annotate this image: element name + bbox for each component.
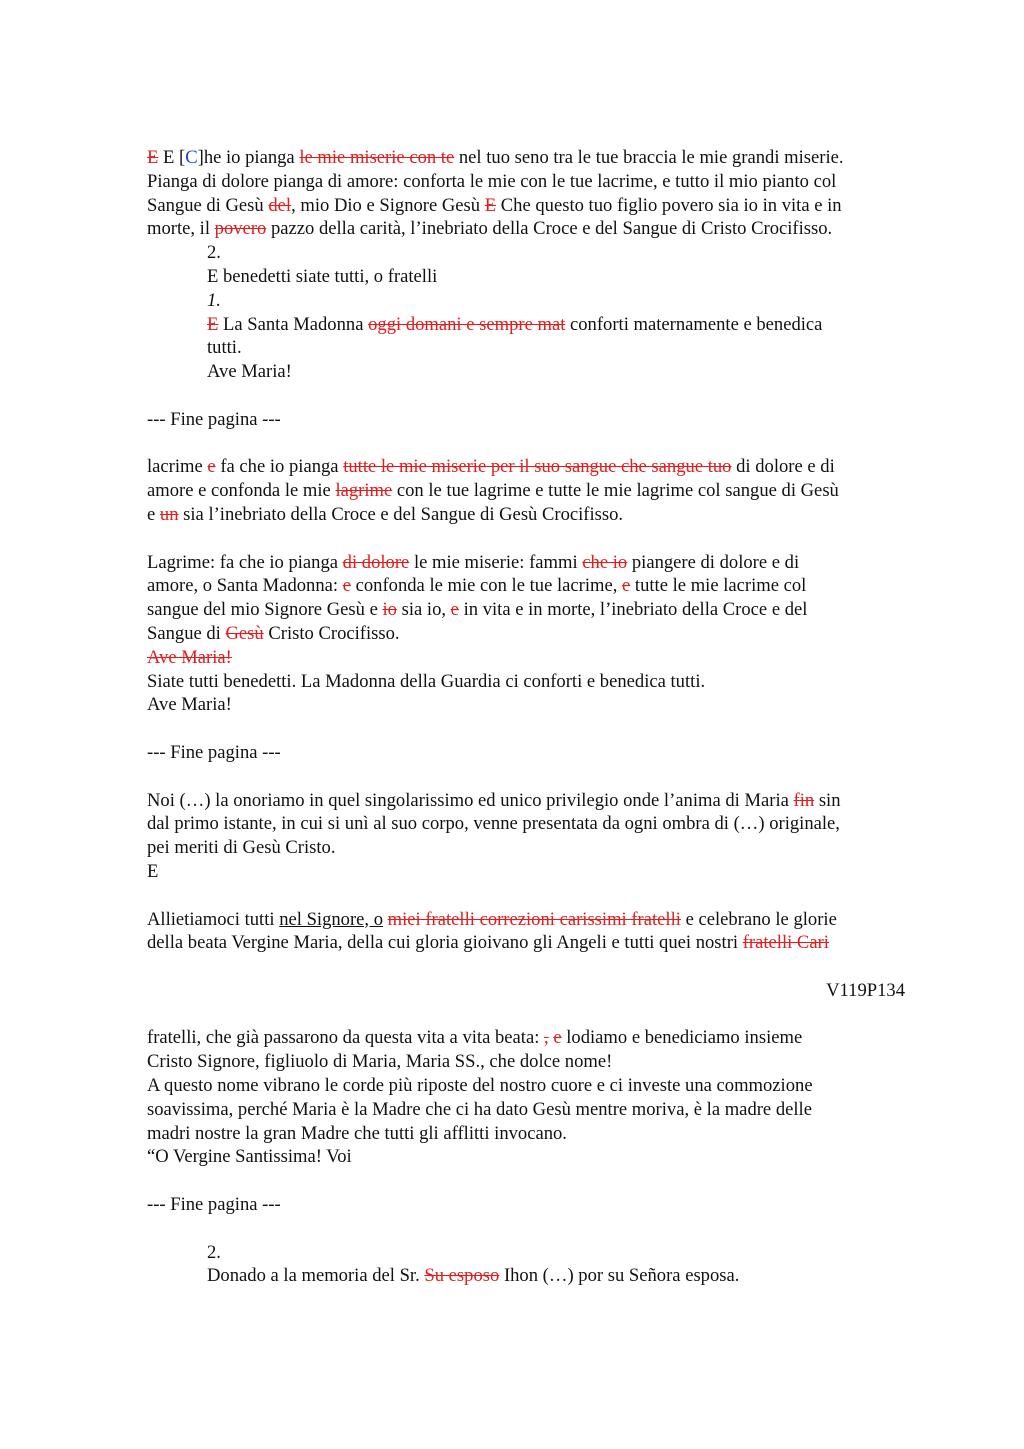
text-line — [147, 789, 927, 813]
deletion: di dolore — [342, 551, 410, 573]
text-run: Cristo Crocifisso. — [263, 622, 400, 644]
spacer — [147, 955, 927, 979]
deletion: le mie miserie con te — [299, 147, 455, 168]
text-line: Ave Maria! — [207, 361, 292, 383]
text-run: sin — [814, 789, 841, 811]
text-run: , mio Dio e Signore Gesù — [291, 194, 485, 216]
deletion: Ave Maria! — [147, 646, 232, 668]
text-run: sia io, — [396, 599, 451, 621]
deletion: e — [622, 575, 631, 597]
text-run: Sangue di Gesù — [147, 194, 269, 216]
text-line — [147, 908, 927, 932]
text-run: e celebrano le glorie — [680, 908, 837, 930]
spacer — [147, 432, 927, 456]
text-line — [147, 503, 927, 527]
deletion: Su esposo — [424, 1265, 500, 1287]
text-line: pei meriti di Gesù Cristo. — [147, 837, 336, 859]
text-line — [147, 194, 927, 218]
text-line — [147, 646, 927, 670]
text-line: E — [147, 860, 159, 882]
deletion: E — [147, 147, 159, 168]
deletion: povero — [214, 218, 267, 240]
text-line: tutti. — [207, 337, 242, 359]
text-run: Donado a la memoria del Sr. — [207, 1265, 425, 1287]
text-line: Pianga di dolore pianga di amore: conforta le mie con le tue lacrime, e tutto il mio pianto col — [147, 170, 837, 192]
deletion: del — [268, 194, 292, 216]
text-run: lodiamo e benediciamo insieme — [561, 1027, 803, 1049]
text-line — [147, 455, 927, 479]
deletion: io — [382, 599, 397, 621]
text-line: soavissima, perché Maria è la Madre che ci ha dato Gesù mentre moriva, è la madre delle — [147, 1098, 812, 1120]
text-run: pazzo della carità, l’inebriato della Croce e del Sangue di Cristo Crocifisso. — [266, 218, 833, 240]
text-run: Sangue di — [147, 622, 226, 644]
section-number: 2. — [207, 242, 221, 264]
spacer — [147, 717, 927, 741]
spacer — [147, 884, 927, 908]
text-line: dal primo istante, in cui si unì al suo corpo, venne presentata da ogni ombra di (…) originale, — [147, 813, 840, 835]
text-line: madri nostre la gran Madre che tutti gli afflitti invocano. — [147, 1122, 567, 1144]
text-line: E benedetti siate tutti, o fratelli — [207, 265, 438, 287]
text-line — [147, 217, 927, 241]
spacer — [147, 1003, 927, 1027]
text-run: Che questo tuo figlio povero sia io in vita e in — [496, 194, 842, 216]
text-line: A questo nome vibrano le corde più riposte del nostro cuore e ci investe una commozione — [147, 1075, 813, 1097]
deletion: e — [342, 575, 351, 597]
text-run: Ihon (…) por su Señora esposa. — [499, 1265, 740, 1287]
deletion: fratelli Cari — [742, 932, 829, 954]
spacer — [147, 765, 927, 789]
page-code: V119P134 — [826, 979, 905, 1001]
text-line — [147, 1026, 927, 1050]
text-run: con le tue lagrime e tutte le mie lagrime col sangue di Gesù — [392, 480, 839, 502]
insertion: C — [185, 147, 198, 168]
spacer — [147, 384, 927, 408]
text-run: lacrime — [147, 456, 208, 478]
text-line — [147, 551, 927, 575]
text-run: E [ — [158, 147, 186, 168]
text-run: piangere di dolore e di — [627, 551, 800, 573]
deletion: oggi domani e sempre mat — [368, 313, 566, 335]
section-number: 2. — [207, 1241, 221, 1263]
text-line: “O Vergine Santissima! Voi — [147, 1146, 352, 1168]
text-line — [147, 479, 927, 503]
text-line: Cristo Signore, figliuolo di Maria, Maria SS., che dolce nome! — [147, 1051, 613, 1073]
text-run: sangue del mio Signore Gesù e — [147, 599, 383, 621]
text-line — [147, 574, 927, 598]
text-line: Siate tutti benedetti. La Madonna della Guardia ci conforti e benedica tutti. — [147, 670, 706, 692]
text-run: le mie miserie: fammi — [409, 551, 583, 573]
text-run: tutte le mie lacrime col — [630, 575, 807, 597]
deletion: lagrime — [335, 480, 393, 502]
page-break-marker: --- Fine pagina --- — [147, 1194, 281, 1216]
text-line — [147, 1264, 927, 1288]
deletion: fin — [793, 789, 815, 811]
text-run: fratelli, che già passarono da questa vita a vita beata: — [147, 1027, 545, 1049]
section-number: 1. — [207, 289, 221, 311]
text-line — [147, 598, 927, 622]
text-line — [147, 313, 927, 337]
text-line: Ave Maria! — [147, 694, 232, 716]
text-run: Allietiamoci tutti — [147, 908, 280, 930]
deletion: E — [484, 194, 497, 216]
document-page — [147, 146, 927, 1288]
text-run: La Santa Madonna — [218, 313, 369, 335]
text-line — [147, 146, 927, 170]
text-line — [147, 931, 927, 955]
text-run: nel tuo seno tra le tue braccia le mie grandi miserie. — [454, 147, 844, 168]
spacer — [147, 1169, 927, 1193]
deletion: e — [207, 456, 216, 478]
spacer — [147, 527, 927, 551]
text-run: confonda le mie con le tue lacrime, — [350, 575, 623, 597]
deletion: e — [450, 599, 459, 621]
deletion: e — [553, 1027, 562, 1049]
text-line — [147, 622, 927, 646]
page-break-marker: --- Fine pagina --- — [147, 408, 281, 430]
text-run: in vita e in morte, l’inebriato della Croce e del — [458, 599, 808, 621]
text-run: Noi (…) la onoriamo in quel singolarissimo ed unico privilegio onde l’anima di Maria — [147, 789, 794, 811]
underlined-text: nel Signore, o — [279, 908, 384, 930]
text-run: sia l’inebriato della Croce e del Sangue di Gesù Crocifisso. — [178, 503, 624, 525]
text-run: conforti maternamente e benedica — [565, 313, 823, 335]
text-run: Lagrime: fa che io pianga — [147, 551, 343, 573]
text-run: e — [147, 503, 160, 525]
text-run: fa che io pianga — [215, 456, 344, 478]
text-run: della beata Vergine Maria, della cui gloria gioivano gli Angeli e tutti quei nostri — [147, 932, 743, 954]
deletion: miei fratelli correzioni carissimi fratelli — [387, 908, 681, 930]
deletion: che io — [582, 551, 628, 573]
text-run: amore e confonda le mie — [147, 480, 336, 502]
text-run: di dolore e di — [731, 456, 835, 478]
text-run: ]he io pianga — [197, 147, 300, 168]
deletion: Gesù — [225, 622, 264, 644]
spacer — [147, 1217, 927, 1241]
deletion: tutte le mie miserie per il suo sangue che sangue tuo — [343, 456, 732, 478]
text-run: amore, o Santa Madonna: — [147, 575, 343, 597]
page-break-marker: --- Fine pagina --- — [147, 741, 281, 763]
deletion: E — [207, 313, 219, 335]
text-run: morte, il — [147, 218, 215, 240]
deletion: , — [544, 1027, 549, 1049]
deletion: un — [159, 503, 179, 525]
